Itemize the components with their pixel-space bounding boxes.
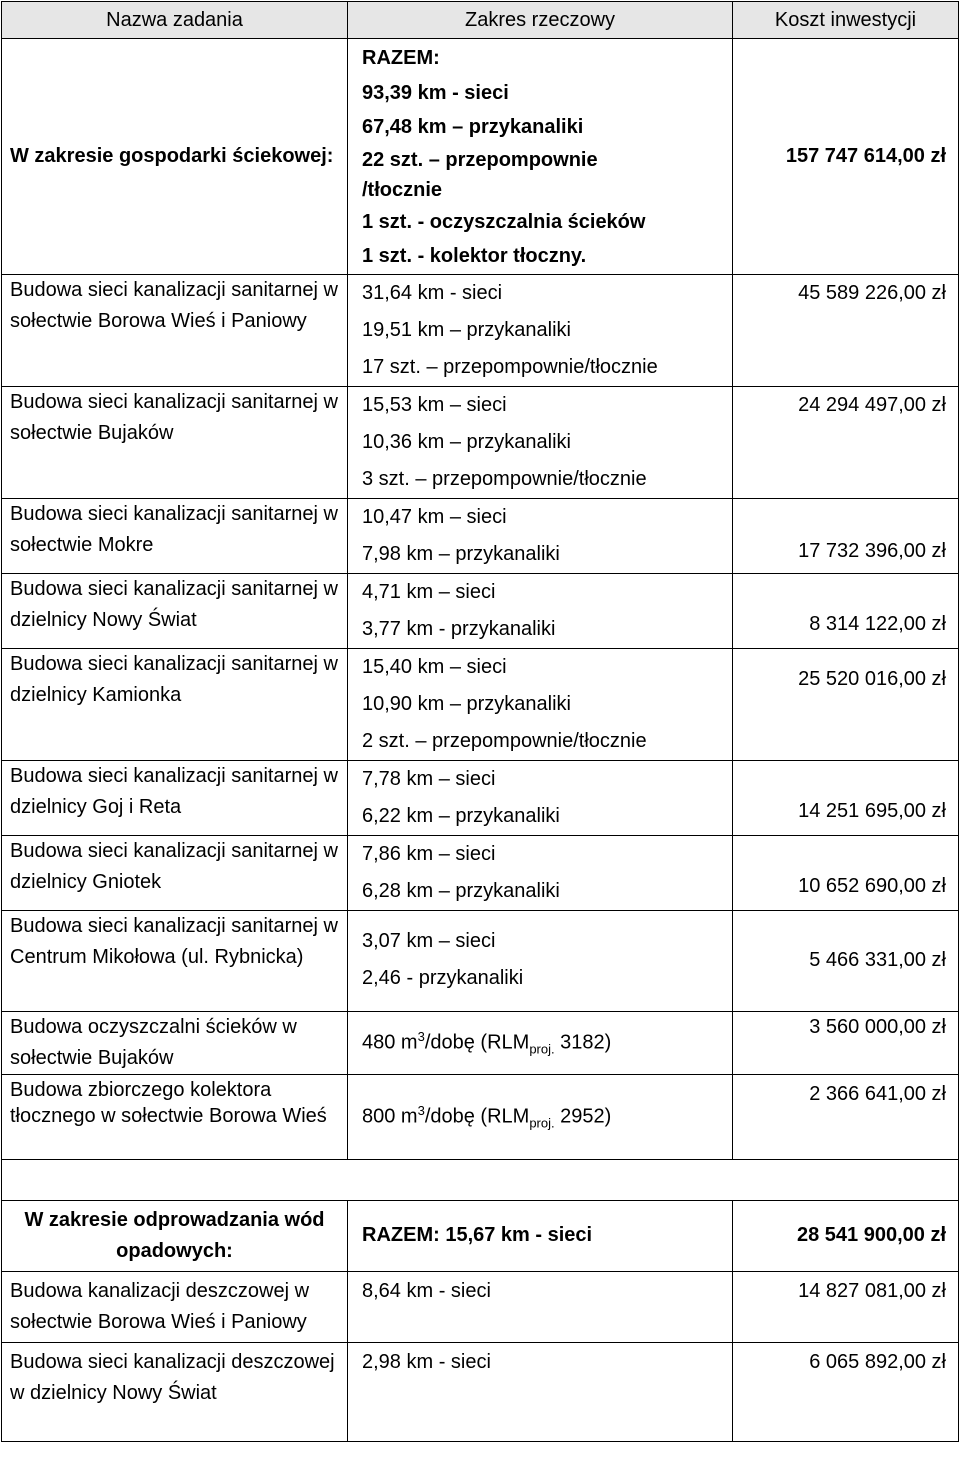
scope-value: 3182) <box>554 1031 612 1054</box>
table-row <box>2 386 959 498</box>
scope-unit: /dobę (RLM <box>424 1031 530 1054</box>
task-scope <box>348 573 733 648</box>
table-row <box>2 760 959 835</box>
task-name: Budowa sieci kanalizacji sanitarnej w Centrum Mikołowa (ul. Rybnicka) <box>2 910 348 1011</box>
spacer-row <box>2 1159 959 1200</box>
scope-line: 93,39 km - sieci <box>362 81 509 104</box>
task-name: Budowa sieci kanalizacji sanitarnej w dzielnicy Kamionka <box>2 648 348 760</box>
table-row <box>2 910 959 1011</box>
scope-line: 6,22 km – przykanaliki <box>362 804 560 827</box>
task-cost: 8 314 122,00 zł <box>733 573 959 648</box>
spacer-cell <box>2 1159 959 1200</box>
scope-volume: 800 m <box>362 1105 418 1128</box>
task-cost: 17 732 396,00 zł <box>733 498 959 573</box>
task-name: Budowa sieci kanalizacji sanitarnej w sołectwie Borowa Wieś i Paniowy <box>2 274 348 386</box>
task-scope <box>348 648 733 760</box>
header-cost: Koszt inwestycji <box>733 2 959 39</box>
scope-value: 2952) <box>554 1105 612 1128</box>
scope-line: 1 szt. - kolektor tłoczny. <box>362 245 587 267</box>
task-scope <box>348 498 733 573</box>
sewage-section-title: W zakresie gospodarki ściekowej: <box>2 39 348 275</box>
scope-line: 22 szt. – przepompownie /tłocznie <box>362 148 598 201</box>
scope-subscript: proj. <box>529 1041 555 1057</box>
rain-section-title: W zakresie odprowadzania wód opadowych: <box>2 1200 348 1271</box>
task-scope <box>348 910 733 1011</box>
task-cost: 45 589 226,00 zł <box>733 274 959 386</box>
header-scope: Zakres rzeczowy <box>348 2 733 39</box>
task-scope <box>348 760 733 835</box>
task-cost: 10 652 690,00 zł <box>733 835 959 910</box>
rain-summary-row <box>2 1200 959 1271</box>
task-scope <box>348 386 733 498</box>
header-task-name: Nazwa zadania <box>2 2 348 39</box>
scope-unit: /dobę (RLM <box>424 1105 530 1128</box>
task-name: Budowa oczyszczalni ścieków w sołectwie Bujaków <box>2 1011 348 1074</box>
scope-line: 1 szt. - oczyszczalnia ścieków <box>362 210 646 233</box>
header-row <box>2 2 959 39</box>
scope-line: 10,36 km – przykanaliki <box>362 430 571 453</box>
scope-volume: 480 m <box>362 1031 418 1054</box>
table-row <box>2 1074 959 1159</box>
task-cost: 14 251 695,00 zł <box>733 760 959 835</box>
scope-line: 7,98 km – przykanaliki <box>362 542 560 565</box>
task-name: Budowa sieci kanalizacji sanitarnej w dzielnicy Goj i Reta <box>2 760 348 835</box>
scope-line: 19,51 km – przykanaliki <box>362 318 571 341</box>
task-name: Budowa kanalizacji deszczowej w sołectwie Borowa Wieś i Paniowy <box>2 1271 348 1342</box>
table-row <box>2 1011 959 1074</box>
task-cost: 24 294 497,00 zł <box>733 386 959 498</box>
task-scope <box>348 1011 733 1074</box>
rain-summary-scope: RAZEM: 15,67 km - sieci <box>348 1200 733 1271</box>
task-cost: 2 366 641,00 zł <box>733 1074 959 1159</box>
task-scope <box>348 1074 733 1159</box>
task-cost: 25 520 016,00 zł <box>733 648 959 760</box>
task-cost: 6 065 892,00 zł <box>733 1342 959 1441</box>
scope-superscript: 3 <box>417 1102 425 1118</box>
rain-total-cost: 28 541 900,00 zł <box>733 1200 959 1271</box>
scope-line: 67,48 km – przykanaliki <box>362 116 584 138</box>
task-scope: 2,98 km - sieci <box>348 1342 733 1441</box>
task-name: Budowa sieci kanalizacji deszczowej w dzielnicy Nowy Świat <box>2 1342 348 1441</box>
task-name: Budowa sieci kanalizacji sanitarnej w sołectwie Mokre <box>2 498 348 573</box>
task-name: Budowa sieci kanalizacji sanitarnej w dzielnicy Gniotek <box>2 835 348 910</box>
task-scope: 8,64 km - sieci <box>348 1271 733 1342</box>
scope-subscript: proj. <box>529 1115 555 1131</box>
scope-line: RAZEM: <box>362 47 440 69</box>
scope-line: 7,78 km – sieci <box>362 767 496 790</box>
scope-line: 31,64 km - sieci <box>362 281 503 304</box>
table-row <box>2 274 959 386</box>
scope-line: 15,40 km – sieci <box>362 655 507 678</box>
table-row <box>2 835 959 910</box>
task-name: Budowa sieci kanalizacji sanitarnej w dzielnicy Nowy Świat <box>2 573 348 648</box>
task-cost: 5 466 331,00 zł <box>733 910 959 1011</box>
task-cost: 14 827 081,00 zł <box>733 1271 959 1342</box>
task-cost: 3 560 000,00 zł <box>733 1011 959 1074</box>
table-row <box>2 648 959 760</box>
scope-line: 3,07 km – sieci <box>362 929 496 952</box>
task-name: Budowa zbiorczego kolektora tłocznego w sołectwie Borowa Wieś <box>2 1074 348 1159</box>
scope-line: 4,71 km – sieci <box>362 580 496 603</box>
task-name: Budowa sieci kanalizacji sanitarnej w sołectwie Bujaków <box>2 386 348 498</box>
table-row <box>2 1342 959 1441</box>
investment-table <box>1 1 959 1442</box>
scope-line: 3 szt. – przepompownie/tłocznie <box>362 467 647 490</box>
task-scope <box>348 835 733 910</box>
table-row <box>2 498 959 573</box>
task-scope <box>348 274 733 386</box>
scope-line: 15,53 km – sieci <box>362 393 507 416</box>
scope-line: 17 szt. – przepompownie/tłocznie <box>362 355 658 378</box>
scope-line: 2 szt. – przepompownie/tłocznie <box>362 729 647 752</box>
table-row <box>2 573 959 648</box>
table-row <box>2 1271 959 1342</box>
scope-line: 10,47 km – sieci <box>362 505 507 528</box>
sewage-summary-row <box>2 39 959 275</box>
scope-line: 2,46 - przykanaliki <box>362 966 524 989</box>
scope-line: 7,86 km – sieci <box>362 842 496 865</box>
sewage-total-cost: 157 747 614,00 zł <box>733 39 959 275</box>
sewage-summary-scope <box>348 39 733 275</box>
scope-line: 10,90 km – przykanaliki <box>362 692 571 715</box>
scope-superscript: 3 <box>417 1028 425 1044</box>
scope-line: 6,28 km – przykanaliki <box>362 879 560 902</box>
scope-line: 3,77 km - przykanaliki <box>362 617 556 640</box>
